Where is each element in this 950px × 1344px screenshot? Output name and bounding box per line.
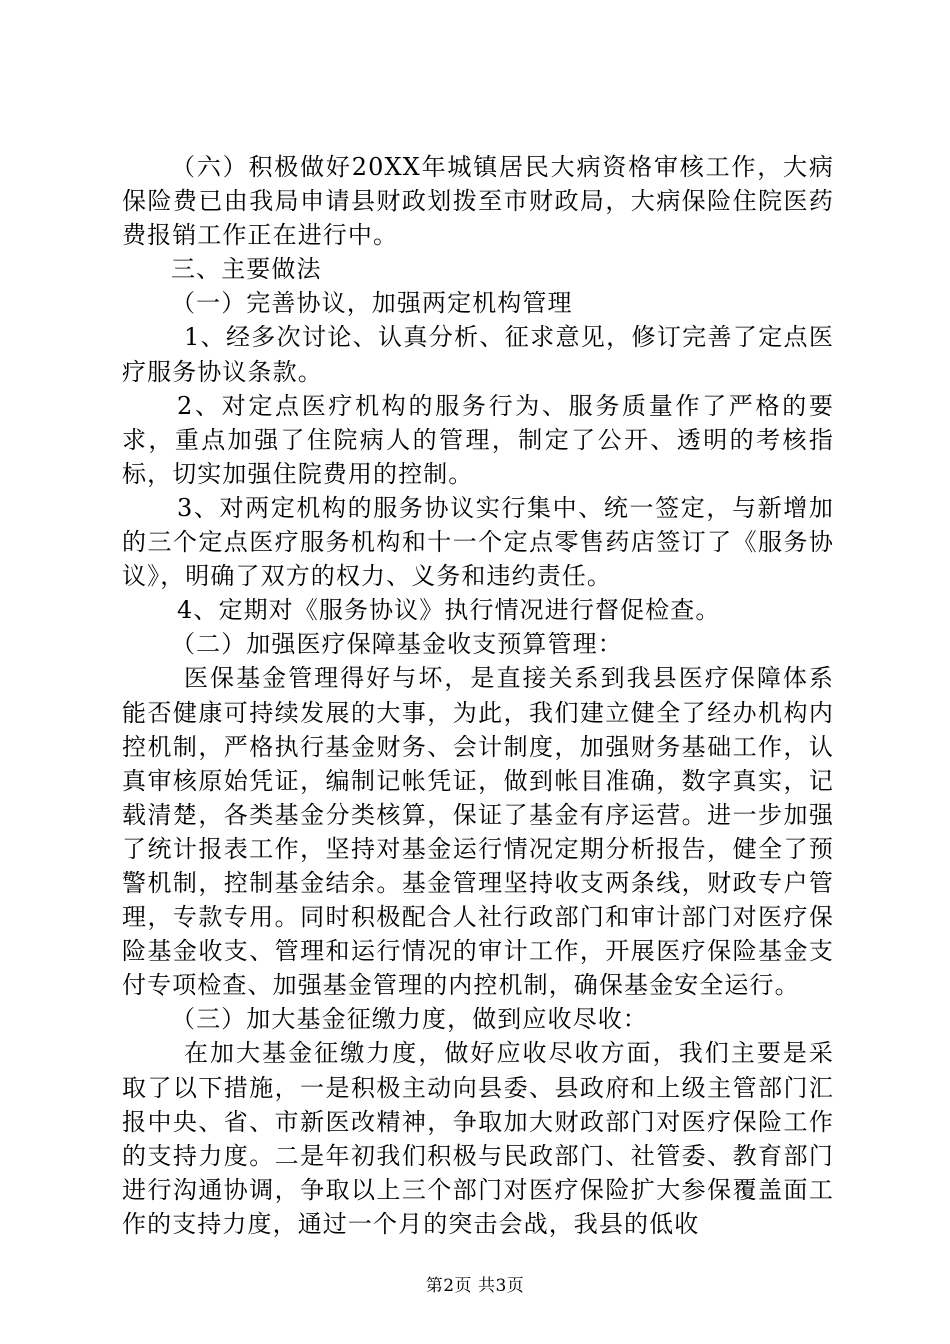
document-body — [122, 150, 834, 1241]
paragraph-fund-management: 医保基金管理得好与坏，是直接关系到我县医疗保障体系能否健康可持续发展的大事，为此，我们建立健全了经办机构内控机制，严格执行基金财务、会计制度，加强财务基础工作，认真审核原始凭证，编制记帐凭证，做到帐目准确，数字真实，记载清楚，各类基金分类核算，保证了基金有序运营。进一步加强了统计报表工作，坚持对基金运行情况定期分析报告，健全了预警机制，控制基金结余。基金管理坚持收支两条线，财政专户管理，专款专用。同时积极配合人社行政部门和审计部门对医疗保险基金收支、管理和运行情况的审计工作，开展医疗保险基金支付专项检查、加强基金管理的内控机制，确保基金安全运行。 — [122, 664, 834, 1000]
list-item-2: 2、对定点医疗机构的服务行为、服务质量作了严格的要求，重点加强了住院病人的管理，制定了公开、透明的考核指标，切实加强住院费用的控制。 — [122, 391, 834, 488]
section-heading-main-methods: 三、主要做法 — [171, 255, 322, 284]
page-footer: 第2页 共3页 — [425, 1276, 525, 1296]
paragraph-six: （六）积极做好20XX年城镇居民大病资格审核工作，大病保险费已由我局申请县财政划拨至市财政局，大病保险住院医药费报销工作正在进行中。 — [122, 153, 834, 250]
subheading-collection: （三）加大基金征缴力度，做到应收尽收： — [171, 1005, 648, 1034]
list-item-1: 1、经多次讨论、认真分析、征求意见，修订完善了定点医疗服务协议条款。 — [122, 323, 834, 386]
list-item-3: 3、对两定机构的服务协议实行集中、统一签定，与新增加的三个定点医疗服务机构和十一个定点零售药店签订了《服务协议》，明确了双方的权力、义务和违约责任。 — [122, 493, 834, 591]
subheading-budget: （二）加强医疗保障基金收支预算管理： — [171, 630, 623, 659]
subheading-agreement: （一）完善协议，加强两定机构管理 — [171, 289, 573, 318]
list-item-4: 4、定期对《服务协议》执行情况进行督促检查。 — [177, 596, 721, 625]
paragraph-collection: 在加大基金征缴力度，做好应收尽收方面，我们主要是采取了以下措施，一是积极主动向县委、县政府和上级主管部门汇报中央、省、市新医改精神，争取加大财政部门对医疗保险工作的支持力度。二是年初我们积极与民政部门、社管委、教育部门进行沟通协调，争取以上三个部门对医疗保险扩大参保覆盖面工作的支持力度，通过一个月的突击会战，我县的低收 — [122, 1039, 834, 1238]
